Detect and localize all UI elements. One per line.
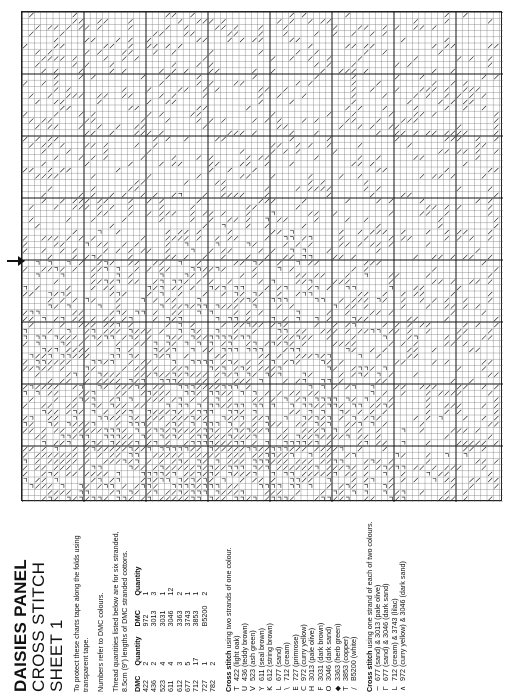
table-cell: 3 bbox=[149, 591, 159, 596]
right-arrow-icon bbox=[7, 255, 25, 267]
key-symbol: ◆ bbox=[332, 685, 342, 692]
table-cell: 4 bbox=[157, 661, 167, 666]
key-label: 972 (curry yellow) bbox=[298, 624, 308, 681]
table-cell: 612 bbox=[174, 680, 184, 692]
key-symbol: / bbox=[349, 687, 359, 690]
key-label: 727 (primrose) bbox=[290, 634, 300, 681]
key-label: 677 (sand) & 3013 (pale olive) bbox=[372, 584, 382, 681]
table-cell: 2 bbox=[141, 661, 150, 666]
legend-panel bbox=[12, 516, 407, 692]
table-cell: 611 bbox=[166, 680, 176, 692]
key-symbol: ~ bbox=[372, 685, 382, 692]
key-symbol: L bbox=[389, 686, 399, 691]
chart-grid bbox=[21, 11, 502, 501]
table-cell: 1 bbox=[157, 591, 167, 596]
key-symbol: T bbox=[231, 686, 241, 691]
qty-header: Quantity bbox=[133, 566, 142, 596]
key-symbol: \ bbox=[282, 687, 292, 690]
key-label: 611 (seal brown) bbox=[256, 628, 266, 681]
key-label: 677 (sand) bbox=[273, 646, 283, 681]
table-cell: 1 bbox=[141, 591, 150, 596]
table-cell: 2 bbox=[199, 591, 209, 596]
table-cell: 3013 bbox=[149, 610, 159, 627]
list-item bbox=[350, 516, 358, 692]
table-cell: 5 bbox=[183, 661, 193, 666]
key-label: 3046 (dark sand) bbox=[324, 626, 334, 681]
table-cell: 422 bbox=[141, 680, 150, 692]
key-label: 972 (curry yellow) & 3046 (dark sand) bbox=[397, 561, 407, 681]
key-label: 712 (cream) bbox=[282, 642, 292, 681]
table-cell: 4 bbox=[166, 661, 176, 666]
table-cell: 1 bbox=[191, 591, 201, 596]
table-cell: 2 bbox=[174, 591, 184, 596]
key-one-strand-heading: Cross stitch using one strand of each of two colours. bbox=[364, 521, 374, 692]
key-symbol: E bbox=[290, 686, 300, 691]
key-symbol: Γ bbox=[381, 686, 391, 691]
table-cell: 782 bbox=[208, 680, 218, 692]
table-cell: 12 bbox=[166, 587, 176, 596]
key-symbol: V bbox=[248, 686, 258, 691]
table-cell: 523 bbox=[157, 680, 167, 692]
key-symbol: O bbox=[324, 685, 334, 692]
thread-note: Thread quantities listed below are for six stranded, 8.5cm (9") lengths of DMC stranded cottons. bbox=[111, 531, 129, 692]
key-two-strands-heading: Cross stitch using two strands of one colour. bbox=[223, 547, 233, 692]
table-cell bbox=[209, 596, 217, 627]
table-cell: 727 bbox=[199, 680, 209, 692]
table-cell: 3 bbox=[174, 661, 184, 666]
key-symbol: U bbox=[240, 685, 250, 692]
table-cell: 3046 bbox=[166, 610, 176, 627]
key-symbol: C bbox=[298, 685, 308, 692]
key-label: 3853 (copper) bbox=[340, 636, 350, 681]
stitch-grid bbox=[22, 12, 503, 502]
table-cell: 3363 bbox=[174, 610, 184, 627]
qty-header: DMC bbox=[133, 610, 142, 627]
quantity-table bbox=[133, 557, 218, 692]
table-cell: B5200 bbox=[199, 605, 209, 627]
sheet-subtitle-1: CROSS STITCH bbox=[29, 561, 48, 692]
key-label: 3013 (pale olive) bbox=[307, 627, 317, 681]
key-label: 612 (string brown) bbox=[265, 623, 275, 681]
table-cell: 3853 bbox=[191, 610, 201, 627]
key-symbol: H bbox=[307, 685, 317, 692]
table-cell: 1 bbox=[199, 661, 209, 666]
protect-note: To protect these charts tape along the folds using transparent tape. bbox=[72, 535, 90, 692]
table-cell: 677 bbox=[183, 680, 193, 692]
key-symbol: F bbox=[315, 686, 325, 691]
key-symbol: T bbox=[340, 686, 350, 691]
key-symbol: Y bbox=[256, 686, 266, 691]
table-cell: 17 bbox=[191, 657, 201, 666]
table-cell: 1 bbox=[183, 591, 193, 596]
qty-header: Quantity bbox=[133, 636, 142, 666]
key-symbol: L bbox=[273, 686, 283, 691]
key-label: 712 (cream) & 3743 (lilac) bbox=[389, 598, 399, 681]
table-cell bbox=[209, 557, 217, 596]
list-item bbox=[399, 516, 407, 692]
table-cell: 3031 bbox=[157, 610, 167, 627]
table-cell: 3743 bbox=[183, 610, 193, 627]
table-cell: 2 bbox=[149, 661, 159, 666]
sheet-title: DAISIES PANEL bbox=[11, 559, 30, 692]
numbers-note: Numbers refer to DMC colours. bbox=[96, 592, 105, 692]
key-label: B5200 (white) bbox=[349, 636, 359, 681]
key-symbol: ∧ bbox=[397, 685, 407, 692]
key-label: 523 (ash green) bbox=[248, 630, 258, 681]
table-row bbox=[201, 557, 209, 692]
table-cell: 2 bbox=[208, 661, 218, 666]
table-cell: 712 bbox=[191, 680, 201, 692]
key-label: 422 (light oak) bbox=[231, 635, 241, 681]
key-symbol: K bbox=[265, 686, 275, 691]
key-label: 436 (teddy brown) bbox=[240, 623, 250, 681]
key-two-strands-list bbox=[233, 516, 359, 692]
key-label: 3031 (dark brown) bbox=[315, 622, 325, 681]
key-label: 3363 (herb green) bbox=[332, 623, 342, 681]
sheet-subtitle-2: SHEET 1 bbox=[47, 619, 66, 692]
table-row bbox=[209, 557, 217, 692]
stitch-symbols bbox=[23, 13, 498, 501]
key-label: 677 (sand) & 3046 (dark sand) bbox=[381, 583, 391, 681]
key-one-strand-list bbox=[374, 516, 408, 692]
table-cell: 436 bbox=[149, 680, 159, 692]
qty-header: DMC bbox=[133, 675, 142, 692]
table-cell: 972 bbox=[141, 614, 150, 627]
